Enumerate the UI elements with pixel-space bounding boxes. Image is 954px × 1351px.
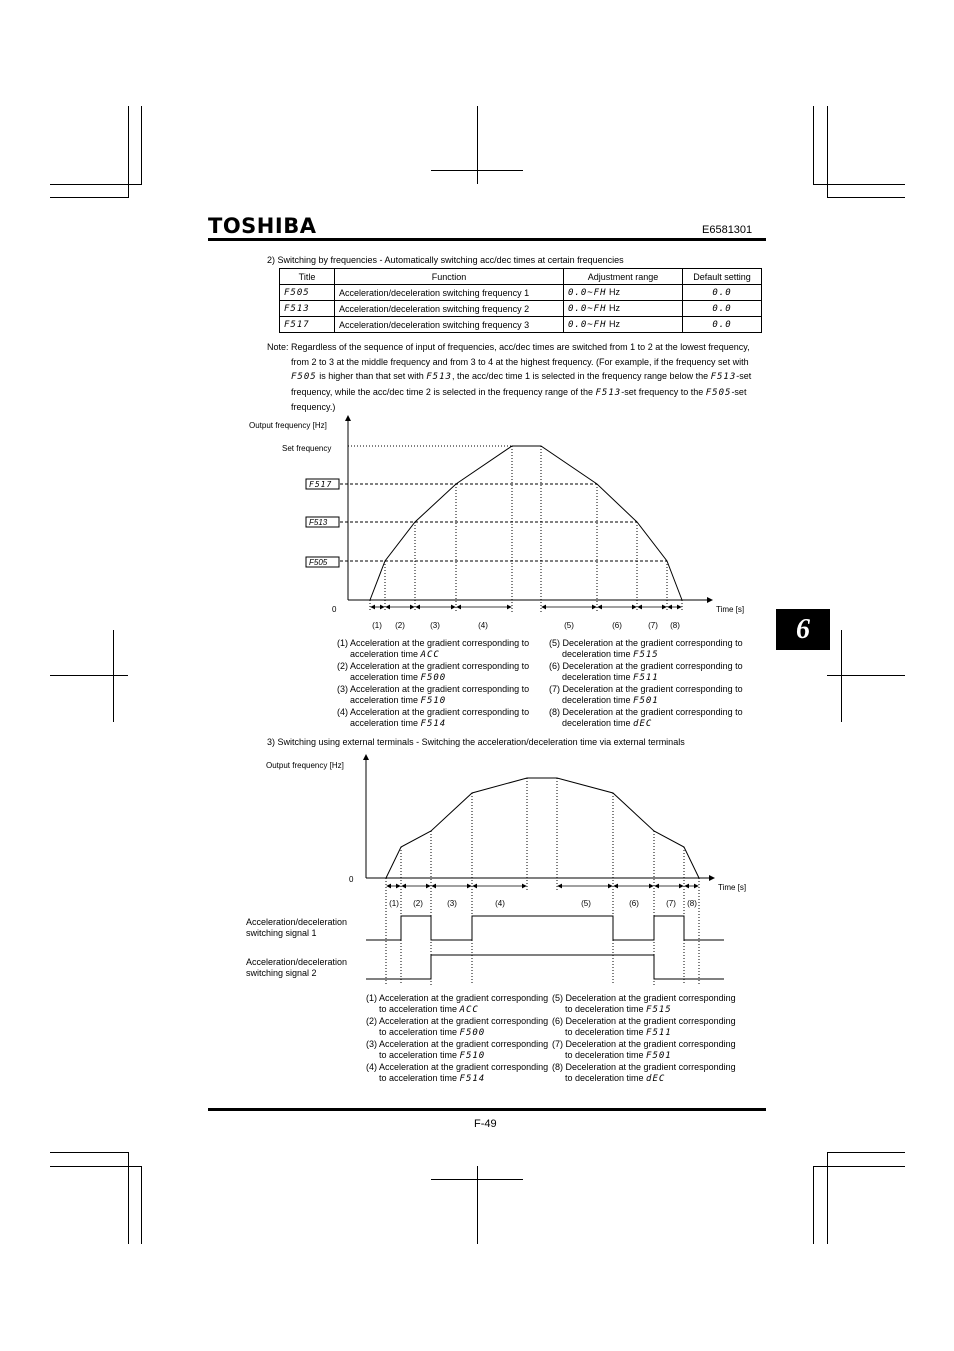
svg-text:F513: F513 bbox=[309, 518, 328, 527]
segment-label: (1) bbox=[389, 899, 399, 908]
section3-title: 3) Switching using external terminals - Switching the acceleration/deceleration time via external terminals bbox=[267, 737, 685, 747]
row-range: 0.0~FH Hz bbox=[564, 317, 683, 333]
signal2-label: switching signal 2 bbox=[246, 968, 317, 978]
col-default: Default setting bbox=[683, 269, 762, 285]
segment-label: (2) bbox=[395, 621, 405, 630]
segment-label: (4) bbox=[495, 899, 505, 908]
col-title: Title bbox=[280, 269, 335, 285]
signal1-label: Acceleration/deceleration bbox=[246, 917, 348, 927]
segment-label: (8) bbox=[670, 621, 680, 630]
graph1-set-frequency: Set frequency bbox=[282, 444, 332, 453]
segment-label: (8) bbox=[687, 899, 697, 908]
row-default: 0.0 bbox=[683, 301, 762, 317]
graph1-ylabel: Output frequency [Hz] bbox=[249, 421, 327, 430]
col-range: Adjustment range bbox=[564, 269, 683, 285]
row-function: Acceleration/deceleration switching frequency 3 bbox=[335, 317, 564, 333]
segment-label: (5) bbox=[581, 899, 591, 908]
footer-rule bbox=[208, 1108, 766, 1111]
graph2-zero: 0 bbox=[349, 875, 354, 884]
row-default: 0.0 bbox=[683, 285, 762, 301]
brand-logo: TOSHIBA bbox=[208, 214, 317, 238]
segment-label: (6) bbox=[629, 899, 639, 908]
note-label: Note: bbox=[267, 342, 289, 352]
graph1-legend-left: (1) Acceleration at the gradient corresponding to acceleration time ACC (2) Acceleration at the gradient corresponding to acceleration time F500 (3) Acceleration at the gradient corresponding to acceleration time F510 (4) Acceleration at the gradient corresponding to acceleration time F514 bbox=[337, 638, 530, 729]
graph2-ylabel: Output frequency [Hz] bbox=[266, 761, 344, 770]
doc-number: E6581301 bbox=[702, 224, 753, 236]
graph2-legend-right: (5) Deceleration at the gradient corresponding to deceleration time F515 (6) Deceleration at the gradient corresponding to deceleration time F511 (7) Deceleration at the gradient corresponding to deceleration time F501 (8) Deceleration at the gradient corresponding to deceleration time dEC bbox=[552, 993, 736, 1084]
signal2-label: Acceleration/deceleration bbox=[246, 957, 348, 967]
svg-text:F517: F517 bbox=[309, 480, 333, 489]
segment-label: (7) bbox=[648, 621, 658, 630]
row-range: 0.0~FH Hz bbox=[564, 285, 683, 301]
row-function: Acceleration/deceleration switching frequency 2 bbox=[335, 301, 564, 317]
segment-label: (4) bbox=[478, 621, 488, 630]
signal1-label: switching signal 1 bbox=[246, 928, 317, 938]
graph1-zero: 0 bbox=[332, 605, 337, 614]
row-function: Acceleration/deceleration switching frequency 1 bbox=[335, 285, 564, 301]
row-title: F505 bbox=[280, 285, 335, 301]
row-default: 0.0 bbox=[683, 317, 762, 333]
svg-text:F505: F505 bbox=[309, 558, 328, 567]
segment-label: (6) bbox=[612, 621, 622, 630]
segment-label: (3) bbox=[430, 621, 440, 630]
graph1-xlabel: Time [s] bbox=[716, 605, 745, 614]
segment-label: (7) bbox=[666, 899, 676, 908]
chapter-tab: 6 bbox=[776, 609, 830, 650]
row-title: F517 bbox=[280, 317, 335, 333]
switching-signal-1-trace bbox=[366, 916, 724, 940]
row-range: 0.0~FH Hz bbox=[564, 301, 683, 317]
segment-label: (2) bbox=[413, 899, 423, 908]
graph1-legend-right: (5) Deceleration at the gradient corresponding to deceleration time F515 (6) Deceleration at the gradient corresponding to deceleration time F511 (7) Deceleration at the gradient corresponding to deceleration time F501 (8) Deceleration at the gradient corresponding to deceleration time dEC bbox=[549, 638, 743, 729]
col-function: Function bbox=[335, 269, 564, 285]
segment-label: (1) bbox=[372, 621, 382, 630]
graph2-legend-left: (1) Acceleration at the gradient corresponding to acceleration time ACC (2) Acceleration at the gradient corresponding to acceleration time F500 (3) Acceleration at the gradient corresponding to acceleration time F510 (4) Acceleration at the gradient corresponding to acceleration time F514 bbox=[366, 993, 549, 1084]
switching-signal-2-trace bbox=[366, 955, 724, 979]
graph2-xlabel: Time [s] bbox=[718, 883, 747, 892]
segment-label: (3) bbox=[447, 899, 457, 908]
row-title: F513 bbox=[280, 301, 335, 317]
segment-label: (5) bbox=[564, 621, 574, 630]
note-body: Regardless of the sequence of input of frequencies, acc/dec times are switched from 1 to 2 at the lowest frequency, from 2 to 3 at the middle frequency and from 3 to 4 at the highest frequency. (For example, if the frequency set with F505 is higher than that set with F513, the acc/dec time 1 is selected in the frequency range below the F513-set frequency, while the acc/dec time 2 is selected in the frequency range of the F513-set frequency to the F505-set frequency.) bbox=[291, 342, 752, 412]
page-number: F-49 bbox=[474, 1118, 497, 1130]
section2-title: 2) Switching by frequencies - Automatically switching acc/dec times at certain frequencies bbox=[267, 255, 624, 265]
